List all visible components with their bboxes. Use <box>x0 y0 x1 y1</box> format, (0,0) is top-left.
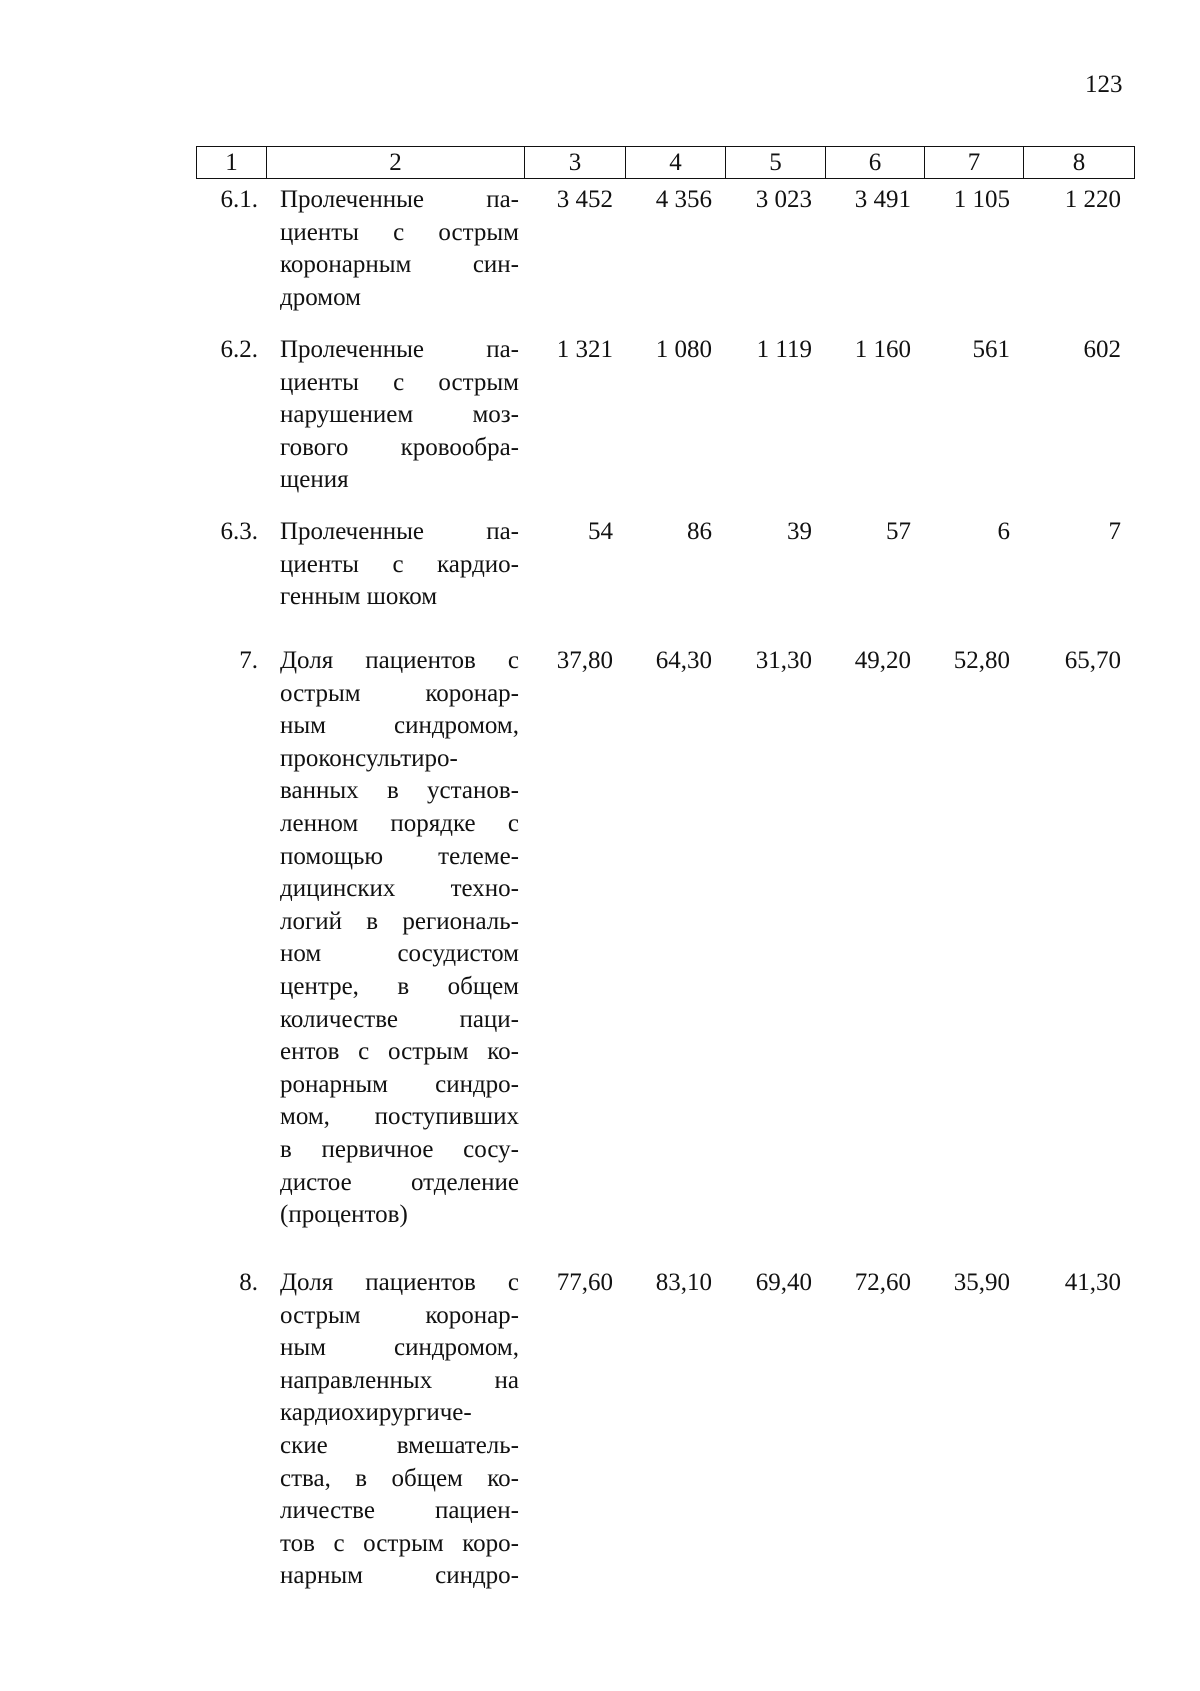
row-description <box>280 645 519 1232</box>
value-col-7: 6 <box>997 518 1010 545</box>
value-col-3: 3 452 <box>556 186 613 213</box>
header-col-5: 5 <box>726 147 826 179</box>
value-col-4: 4 356 <box>655 186 712 213</box>
value-col-6: 72,60 <box>854 1269 911 1296</box>
value-col-3: 1 321 <box>556 336 613 363</box>
description-line: ным синдромом, <box>280 712 519 740</box>
description-line: ские вмешатель- <box>280 1431 519 1459</box>
row-number: 6.1. <box>220 186 258 213</box>
value-col-4: 83,10 <box>655 1269 712 1296</box>
value-col-5: 39 <box>787 518 812 545</box>
description-line: Пролеченные па- <box>280 336 519 363</box>
description-line: нарным синдро- <box>280 1562 519 1590</box>
value-col-7: 561 <box>972 336 1010 363</box>
row-description <box>280 334 519 497</box>
value-col-4: 86 <box>687 518 712 545</box>
description-line: ства, в общем ко- <box>280 1464 519 1492</box>
description-line: личестве пациен- <box>280 1497 519 1525</box>
description-line: дистое отделение <box>280 1168 519 1196</box>
header-col-3: 3 <box>525 147 626 179</box>
header-col-1: 1 <box>197 147 267 179</box>
description-line: кардиохирургиче- <box>280 1399 472 1427</box>
value-col-4: 1 080 <box>655 336 712 363</box>
value-col-7: 52,80 <box>953 647 1010 674</box>
value-col-5: 1 119 <box>756 336 812 363</box>
page-number: 123 <box>1085 71 1123 98</box>
description-line: Доля пациентов с <box>280 647 519 674</box>
description-line: Пролеченные па- <box>280 186 519 213</box>
description-line: мом, поступивших <box>280 1103 519 1131</box>
description-line: ронарным синдро- <box>280 1070 519 1098</box>
description-line: ным синдромом, <box>280 1334 519 1362</box>
value-col-8: 65,70 <box>1064 647 1121 674</box>
row-number: 6.3. <box>220 518 258 545</box>
description-line: Пролеченные па- <box>280 518 519 545</box>
description-line: щения <box>280 466 349 494</box>
value-col-6: 1 160 <box>854 336 911 363</box>
description-line: (процентов) <box>280 1201 408 1229</box>
value-col-5: 3 023 <box>755 186 812 213</box>
row-number: 8. <box>239 1269 258 1296</box>
value-col-6: 3 491 <box>854 186 911 213</box>
value-col-7: 1 105 <box>953 186 1010 213</box>
description-line: коронарным син- <box>280 251 519 279</box>
description-line: логий в региональ- <box>280 907 519 935</box>
description-line: циенты с острым <box>280 368 519 396</box>
description-line: дромом <box>280 283 361 311</box>
description-line: гового кровообра- <box>280 433 519 461</box>
value-col-6: 49,20 <box>854 647 911 674</box>
description-line: ентов с острым ко- <box>280 1038 519 1066</box>
description-line: тов с острым коро- <box>280 1529 519 1557</box>
description-line: количестве паци- <box>280 1005 519 1033</box>
description-line: направленных на <box>280 1366 519 1394</box>
description-line: Доля пациентов с <box>280 1269 519 1296</box>
description-line: острым коронар- <box>280 1301 519 1329</box>
description-line: острым коронар- <box>280 679 519 707</box>
row-description <box>280 1267 519 1593</box>
description-line: нарушением моз- <box>280 401 519 429</box>
description-line: ном сосудистом <box>280 940 519 968</box>
value-col-6: 57 <box>886 518 911 545</box>
description-line: в первичное сосу- <box>280 1135 519 1163</box>
header-col-4: 4 <box>626 147 726 179</box>
row-description <box>280 516 519 614</box>
value-col-5: 31,30 <box>755 647 812 674</box>
row-number: 6.2. <box>220 336 258 363</box>
header-col-7: 7 <box>925 147 1024 179</box>
description-line: помощью телеме- <box>280 842 519 870</box>
value-col-8: 1 220 <box>1064 186 1121 213</box>
value-col-3: 54 <box>588 518 613 545</box>
column-number-header <box>196 146 1135 179</box>
description-line: генным шоком <box>280 583 438 611</box>
value-col-8: 7 <box>1108 518 1121 545</box>
description-line: ванных в установ- <box>280 777 519 805</box>
description-line: центре, в общем <box>280 972 519 1000</box>
description-line: проконсультиро- <box>280 744 458 772</box>
description-line: ленном порядке с <box>280 809 519 837</box>
row-description <box>280 184 519 314</box>
header-col-8: 8 <box>1024 147 1135 179</box>
description-line: циенты с кардио- <box>280 550 519 578</box>
value-col-8: 41,30 <box>1064 1269 1121 1296</box>
value-col-8: 602 <box>1083 336 1121 363</box>
row-number: 7. <box>239 647 258 674</box>
value-col-7: 35,90 <box>953 1269 1010 1296</box>
description-line: циенты с острым <box>280 218 519 246</box>
value-col-3: 77,60 <box>556 1269 613 1296</box>
value-col-4: 64,30 <box>655 647 712 674</box>
value-col-3: 37,80 <box>556 647 613 674</box>
value-col-5: 69,40 <box>755 1269 812 1296</box>
header-col-6: 6 <box>826 147 925 179</box>
header-col-2: 2 <box>267 147 525 179</box>
description-line: дицинских техно- <box>280 875 519 903</box>
